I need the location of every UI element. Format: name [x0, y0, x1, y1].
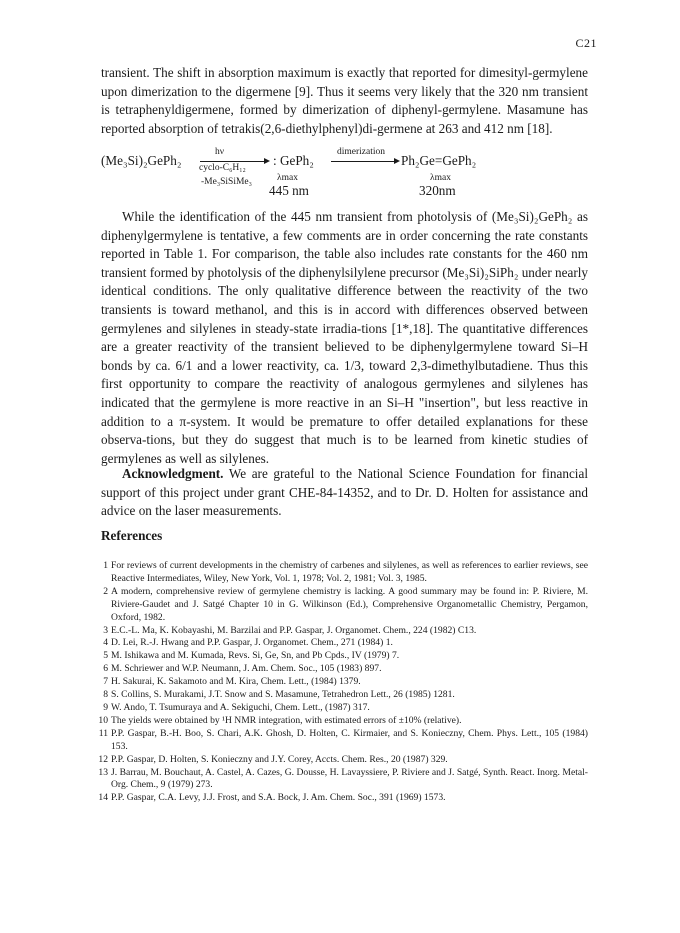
- scheme-byproduct: -Me₃SiSiMe₃: [201, 177, 252, 187]
- body-paragraph: [101, 208, 588, 468]
- scheme-arrow1-label: hν: [215, 147, 225, 157]
- scheme-arrow2-label: dimerization: [337, 147, 386, 157]
- reference-number: 4: [103, 637, 108, 649]
- reference-item: [101, 650, 588, 663]
- reference-item: [101, 689, 588, 702]
- reference-text: M. Ishikawa and M. Kumada, Revs. Si, Ge, Sn, and Pb Cpds., IV (1979) 7.: [111, 650, 400, 662]
- acknowledgment: [101, 465, 588, 521]
- reaction-arrow: [331, 161, 394, 162]
- arrow-head: [264, 158, 270, 164]
- reference-text: P.P. Gaspar, C.A. Levy, J.J. Frost, and S.A. Bock, J. Am. Chem. Soc., 391 (1969) 1573.: [111, 792, 446, 804]
- reference-number: 6: [103, 663, 108, 675]
- reference-text: E.C.-L. Ma, K. Kobayashi, M. Barzilai and P.P. Gaspar, J. Organomet. Chem., 224 (1982) C13.: [111, 624, 477, 636]
- scheme-product: Ph₂Ge=GePh₂: [401, 153, 477, 168]
- reference-text: W. Ando, T. Tsumuraya and A. Sekiguchi, Chem. Lett., (1987) 317.: [111, 701, 370, 713]
- reference-number: 14: [98, 792, 108, 804]
- scheme-solvent: cyclo-C₆H₁₂: [199, 163, 246, 173]
- reference-number: 3: [103, 624, 108, 636]
- reference-text: J. Barrau, M. Bouchaut, A. Castel, A. Cazes, G. Dousse, H. Lavayssiere, P. Riviere and J. Satgé, Synth. React. Inorg. Metal-Org. Chem., 9 (1979) 273.: [111, 766, 588, 791]
- references-list: [98, 560, 588, 805]
- acknowledgment-paragraph: [101, 465, 588, 521]
- reference-item: [101, 560, 588, 586]
- reference-number: 12: [98, 753, 108, 765]
- paragraph-text: While the identification of the 445 nm transient from photolysis of (Me₃Si)₂GePh₂ as diphenylgermylene is tentative, a few comments are in order concerning the rate constants reported in Table 1. For comparison, the table also includes rate constants for the 460 nm transient formed by photolysis of the diphenylsilylene precursor (Me₃Si)₂SiPh₂ under nearly identical conditions. The only qualitative difference between the reactivity of the two transients is toward methanol, and this is in accord with differences observed between germylenes and silylenes in steady-state irradia-tions [1*,18]. The quantitative differences are a greater reactivity of the transient believed to be diphenylgermylene toward Si–H bonds by ca. 6/1 and a lower reactivity, ca. 1/3, toward 2,3-dimethylbutadiene. Thus this first opportunity to compare the reactivity of analogous germylenes and silylenes has indicated that the germylene is more reactive in an Si–H "insertion", but less reactive in addition to a π-system. It would be premature to offer detailed explanations for these observa-tions, but they do suggest that much is to be learned from kinetic studies of germylenes as well as silylenes.: [101, 209, 588, 466]
- reference-text: The yields were obtained by ¹H NMR integration, with estimated errors of ±10% (relative).: [111, 714, 462, 726]
- reference-text: A modern, comprehensive review of germylene chemistry is lacking. A good summary may be found in: P. Riviere, M. Riviere-Gaudet and J. Satgé Chapter 10 in G. Wilkinson (Ed.), Comprehensive Organometallic Chemistry, Pergamon, Oxford, 1982.: [111, 585, 588, 623]
- reference-text: P.P. Gaspar, D. Holten, S. Konieczny and J.Y. Corey, Accts. Chem. Res., 20 (1987) 329.: [111, 753, 448, 765]
- reference-text: For reviews of current developments in the chemistry of carbenes and silylenes, as well as references to earlier reviews, see Reactive Intermediates, Wiley, New York, Vol. 1, 1978; Vol. 2, 1981; Vol. 3, 1985.: [111, 560, 588, 584]
- reference-item: [98, 753, 588, 767]
- reference-number: 5: [103, 650, 108, 662]
- reference-number: 8: [103, 689, 108, 701]
- reference-number: 13: [98, 766, 108, 778]
- references-heading: References: [101, 528, 163, 543]
- reference-item: [101, 625, 588, 638]
- scheme-wavelength: 320nm: [419, 183, 456, 198]
- reaction-arrow: [200, 161, 264, 162]
- scheme-lambda-max: λmax: [277, 173, 298, 183]
- reference-item: [98, 727, 588, 754]
- reference-number: 10: [98, 714, 108, 726]
- reference-item: [101, 663, 588, 676]
- scheme-wavelength: 445 nm: [269, 183, 309, 198]
- acknowledgment-label: Acknowledgment.: [122, 466, 224, 481]
- reference-number: 11: [98, 727, 108, 739]
- acknowledgment-text: We are grateful to the National Science Foundation for financial support of this project under grant CHE-84-14352, and to Dr. D. Holten for assistance and advice on the laser measurements.: [101, 466, 588, 519]
- reference-item: [101, 676, 588, 689]
- reference-text: D. Lei, R.-J. Hwang and P.P. Gaspar, J. Organomet. Chem., 271 (1984) 1.: [111, 637, 393, 649]
- reaction-scheme: [101, 147, 601, 199]
- arrow-head: [394, 158, 400, 164]
- reference-number: 1: [103, 560, 108, 571]
- page-number: C21: [575, 36, 597, 50]
- scheme-reactant: (Me₃Si)₂GePh₂: [101, 153, 182, 168]
- reference-item: [101, 637, 588, 650]
- body-paragraph: [101, 64, 588, 138]
- reference-number: 2: [103, 585, 108, 597]
- reference-text: H. Sakurai, K. Sakamoto and M. Kira, Chem. Lett., (1984) 1379.: [111, 676, 361, 688]
- reference-item: [98, 766, 588, 793]
- reference-item: [98, 714, 588, 728]
- scheme-lambda-max: λmax: [430, 173, 451, 183]
- reference-item: [101, 586, 588, 625]
- reference-number: 9: [103, 701, 108, 713]
- paragraph-text: transient. The shift in absorption maximum is exactly that reported for dimesityl-germylene upon dimerization to the digermene [9]. Thus it seems very likely that the 320 nm transient is tetraphenyldigermene, formed by dimerization of diphenyl-germylene. Masamune has reported absorption of tetrakis(2,6-diethylphenyl)di-germene at 263 and 412 nm [18].: [101, 65, 588, 136]
- scheme-intermediate: : GePh₂: [273, 153, 314, 168]
- reference-text: S. Collins, S. Murakami, J.T. Snow and S. Masamune, Tetrahedron Lett., 26 (1985) 1281.: [111, 689, 455, 701]
- reference-text: P.P. Gaspar, B.-H. Boo, S. Chari, A.K. Ghosh, D. Holten, C. Kirmaier, and S. Konieczny, Chem. Phys. Lett., 105 (1984) 153.: [111, 727, 588, 752]
- reference-item: [101, 702, 588, 715]
- reference-item: [98, 792, 588, 805]
- reference-text: M. Schriewer and W.P. Neumann, J. Am. Chem. Soc., 105 (1983) 897.: [111, 663, 382, 675]
- reference-number: 7: [103, 676, 108, 688]
